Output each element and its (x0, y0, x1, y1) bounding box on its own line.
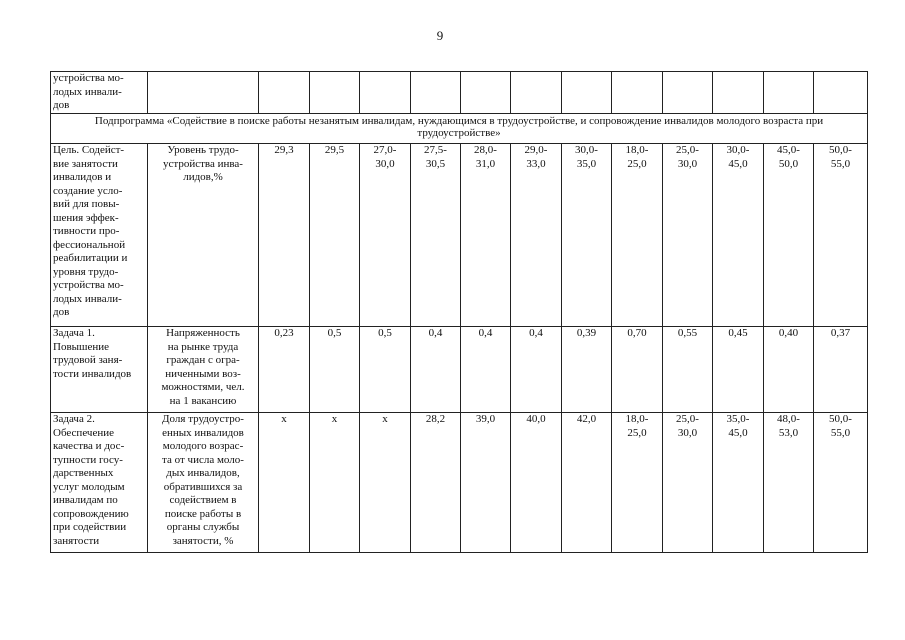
value-cell: 30,0- 35,0 (562, 144, 612, 327)
empty-cell (764, 72, 814, 114)
value-cell: 45,0- 50,0 (764, 144, 814, 327)
empty-cell (612, 72, 663, 114)
goal-cell: Цель. Содейст- вие занятости инвалидов и создание усло- вий для повы- шения эффек- тивности про- фессиональной реабилитации и уровня трудо- устройства мо- лодых инвали- дов (51, 144, 148, 327)
value-cell: х (360, 413, 411, 553)
value-cell: 0,23 (259, 327, 310, 413)
empty-cell (511, 72, 562, 114)
value-cell: 0,5 (360, 327, 411, 413)
value-cell: 0,70 (612, 327, 663, 413)
value-cell: 0,40 (764, 327, 814, 413)
indicators-table (50, 71, 868, 553)
value-cell: 48,0- 53,0 (764, 413, 814, 553)
empty-cell (411, 72, 461, 114)
empty-cell (461, 72, 511, 114)
value-cell: 28,0- 31,0 (461, 144, 511, 327)
continuation-label: устройства мо- лодых инвали- дов (51, 72, 148, 114)
value-cell: 50,0- 55,0 (814, 144, 868, 327)
value-cell: 0,4 (461, 327, 511, 413)
value-cell: 27,5- 30,5 (411, 144, 461, 327)
value-cell: 0,5 (310, 327, 360, 413)
value-cell: 0,45 (713, 327, 764, 413)
value-cell: 0,55 (663, 327, 713, 413)
value-cell: 29,5 (310, 144, 360, 327)
table-row-task-1 (51, 327, 868, 413)
empty-cell (360, 72, 411, 114)
empty-cell (713, 72, 764, 114)
value-cell: 25,0- 30,0 (663, 413, 713, 553)
indicator-cell: Доля трудоустро- енных инвалидов молодого возрас- та от числа моло- дых инвалидов, обратившихся за содействием в поиске работы в органы службы занятости, % (148, 413, 259, 553)
indicator-cell: Напряженность на рынке труда граждан с огра- ниченными воз- можностями, чел. на 1 вакансию (148, 327, 259, 413)
value-cell: 18,0- 25,0 (612, 413, 663, 553)
empty-cell (310, 72, 360, 114)
empty-cell (814, 72, 868, 114)
value-cell: 18,0- 25,0 (612, 144, 663, 327)
table-row-task-2 (51, 413, 868, 553)
empty-cell (148, 72, 259, 114)
table-row-goal (51, 144, 868, 327)
table-row-continuation (51, 72, 868, 114)
task-cell: Задача 2. Обеспечение качества и дос- тупности госу- дарственных услуг молодым инвалидам по сопровождению при содействии занятости (51, 413, 148, 553)
value-cell: 35,0- 45,0 (713, 413, 764, 553)
value-cell: 40,0 (511, 413, 562, 553)
value-cell: 0,4 (411, 327, 461, 413)
value-cell: 29,3 (259, 144, 310, 327)
value-cell: 50,0- 55,0 (814, 413, 868, 553)
value-cell: 25,0- 30,0 (663, 144, 713, 327)
value-cell: х (310, 413, 360, 553)
task-cell: Задача 1. Повышение трудовой заня- тости инвалидов (51, 327, 148, 413)
value-cell: 29,0- 33,0 (511, 144, 562, 327)
empty-cell (259, 72, 310, 114)
value-cell: 42,0 (562, 413, 612, 553)
value-cell: 0,39 (562, 327, 612, 413)
table-row-subprogram (51, 114, 868, 144)
empty-cell (562, 72, 612, 114)
value-cell: 39,0 (461, 413, 511, 553)
indicator-cell: Уровень трудо- устройства инва- лидов,% (148, 144, 259, 327)
value-cell: 30,0- 45,0 (713, 144, 764, 327)
value-cell: 0,4 (511, 327, 562, 413)
page-number: 9 (436, 28, 444, 43)
value-cell: х (259, 413, 310, 553)
empty-cell (663, 72, 713, 114)
subprogram-title: Подпрограмма «Содействие в поиске работы незанятым инвалидам, нуждающимся в трудоустройстве, и сопровождение инвалидов молодого возраста при трудоустройстве» (51, 114, 868, 144)
value-cell: 0,37 (814, 327, 868, 413)
value-cell: 27,0- 30,0 (360, 144, 411, 327)
value-cell: 28,2 (411, 413, 461, 553)
